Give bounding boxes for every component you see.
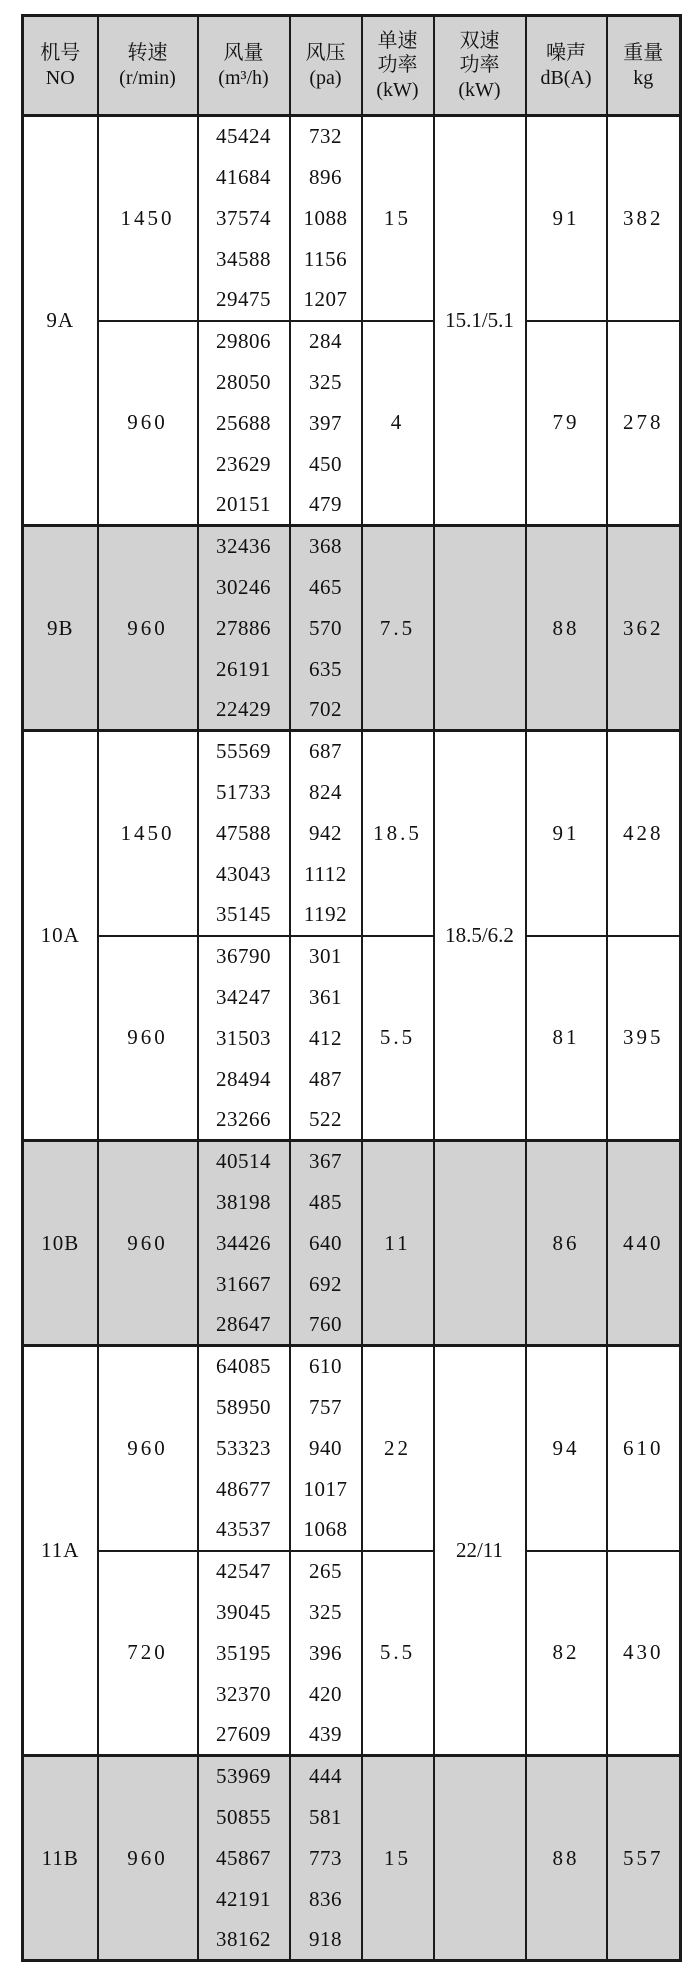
noise-cell: 88 bbox=[526, 1756, 607, 1961]
pressure-cell: 301 bbox=[290, 936, 362, 977]
pressure-cell: 368 bbox=[290, 526, 362, 567]
airflow-cell: 31667 bbox=[198, 1264, 290, 1305]
model-no-cell: 9A bbox=[23, 116, 98, 526]
pressure-cell: 325 bbox=[290, 362, 362, 403]
airflow-cell: 51733 bbox=[198, 772, 290, 813]
pressure-cell: 522 bbox=[290, 1100, 362, 1141]
speed-cell: 960 bbox=[98, 321, 198, 526]
pressure-cell: 284 bbox=[290, 321, 362, 362]
spec-row bbox=[23, 1346, 681, 1387]
dual-power-cell: 15.1/5.1 bbox=[434, 116, 526, 526]
col-header-single-power: 单速 功率 (kW) bbox=[362, 16, 434, 116]
spec-row bbox=[23, 1551, 681, 1592]
dual-power-cell bbox=[434, 526, 526, 731]
noise-cell: 88 bbox=[526, 526, 607, 731]
airflow-cell: 55569 bbox=[198, 731, 290, 772]
airflow-cell: 35145 bbox=[198, 895, 290, 936]
model-no-cell: 9B bbox=[23, 526, 98, 731]
airflow-cell: 27886 bbox=[198, 608, 290, 649]
pressure-cell: 1017 bbox=[290, 1469, 362, 1510]
pressure-cell: 757 bbox=[290, 1387, 362, 1428]
pressure-cell: 325 bbox=[290, 1592, 362, 1633]
col-header-speed: 转速 (r/min) bbox=[98, 16, 198, 116]
single-power-cell: 4 bbox=[362, 321, 434, 526]
pressure-cell: 1068 bbox=[290, 1510, 362, 1551]
airflow-cell: 42191 bbox=[198, 1879, 290, 1920]
pressure-cell: 1088 bbox=[290, 198, 362, 239]
spec-row bbox=[23, 1756, 681, 1797]
weight-cell: 362 bbox=[607, 526, 681, 731]
airflow-cell: 47588 bbox=[198, 813, 290, 854]
airflow-cell: 58950 bbox=[198, 1387, 290, 1428]
pressure-cell: 940 bbox=[290, 1428, 362, 1469]
airflow-cell: 37574 bbox=[198, 198, 290, 239]
single-power-cell: 5.5 bbox=[362, 1551, 434, 1756]
noise-cell: 79 bbox=[526, 321, 607, 526]
col-header-pressure: 风压 (pa) bbox=[290, 16, 362, 116]
spec-row bbox=[23, 936, 681, 977]
pressure-cell: 918 bbox=[290, 1920, 362, 1961]
airflow-cell: 29806 bbox=[198, 321, 290, 362]
pressure-cell: 485 bbox=[290, 1182, 362, 1223]
pressure-cell: 610 bbox=[290, 1346, 362, 1387]
weight-cell: 557 bbox=[607, 1756, 681, 1961]
dual-power-cell bbox=[434, 1756, 526, 1961]
table-header bbox=[23, 16, 681, 116]
pressure-cell: 420 bbox=[290, 1674, 362, 1715]
airflow-cell: 45867 bbox=[198, 1838, 290, 1879]
airflow-cell: 39045 bbox=[198, 1592, 290, 1633]
pressure-cell: 732 bbox=[290, 116, 362, 157]
airflow-cell: 28494 bbox=[198, 1059, 290, 1100]
model-no-cell: 11A bbox=[23, 1346, 98, 1756]
weight-cell: 395 bbox=[607, 936, 681, 1141]
spec-row bbox=[23, 1141, 681, 1182]
airflow-cell: 42547 bbox=[198, 1551, 290, 1592]
airflow-cell: 43537 bbox=[198, 1510, 290, 1551]
airflow-cell: 34247 bbox=[198, 977, 290, 1018]
speed-cell: 1450 bbox=[98, 731, 198, 936]
pressure-cell: 465 bbox=[290, 567, 362, 608]
pressure-cell: 479 bbox=[290, 485, 362, 526]
noise-cell: 82 bbox=[526, 1551, 607, 1756]
airflow-cell: 22429 bbox=[198, 690, 290, 731]
airflow-cell: 25688 bbox=[198, 403, 290, 444]
pressure-cell: 439 bbox=[290, 1715, 362, 1756]
weight-cell: 440 bbox=[607, 1141, 681, 1346]
single-power-cell: 22 bbox=[362, 1346, 434, 1551]
pressure-cell: 836 bbox=[290, 1879, 362, 1920]
airflow-cell: 23629 bbox=[198, 444, 290, 485]
pressure-cell: 581 bbox=[290, 1797, 362, 1838]
col-header-weight: 重量 kg bbox=[607, 16, 681, 116]
col-header-airflow: 风量 (m³/h) bbox=[198, 16, 290, 116]
pressure-cell: 396 bbox=[290, 1633, 362, 1674]
pressure-cell: 635 bbox=[290, 649, 362, 690]
airflow-cell: 43043 bbox=[198, 854, 290, 895]
airflow-cell: 64085 bbox=[198, 1346, 290, 1387]
spec-row bbox=[23, 526, 681, 567]
pressure-cell: 367 bbox=[290, 1141, 362, 1182]
speed-cell: 960 bbox=[98, 526, 198, 731]
airflow-cell: 29475 bbox=[198, 280, 290, 321]
single-power-cell: 15 bbox=[362, 1756, 434, 1961]
pressure-cell: 412 bbox=[290, 1018, 362, 1059]
pressure-cell: 487 bbox=[290, 1059, 362, 1100]
dual-power-cell bbox=[434, 1141, 526, 1346]
speed-cell: 960 bbox=[98, 1756, 198, 1961]
model-no-cell: 10A bbox=[23, 731, 98, 1141]
pressure-cell: 773 bbox=[290, 1838, 362, 1879]
pressure-cell: 942 bbox=[290, 813, 362, 854]
airflow-cell: 27609 bbox=[198, 1715, 290, 1756]
pressure-cell: 1156 bbox=[290, 239, 362, 280]
noise-cell: 81 bbox=[526, 936, 607, 1141]
pressure-cell: 896 bbox=[290, 157, 362, 198]
pressure-cell: 1192 bbox=[290, 895, 362, 936]
pressure-cell: 361 bbox=[290, 977, 362, 1018]
noise-cell: 91 bbox=[526, 731, 607, 936]
speed-cell: 960 bbox=[98, 1141, 198, 1346]
speed-cell: 960 bbox=[98, 1346, 198, 1551]
pressure-cell: 687 bbox=[290, 731, 362, 772]
airflow-cell: 45424 bbox=[198, 116, 290, 157]
model-no-cell: 10B bbox=[23, 1141, 98, 1346]
weight-cell: 430 bbox=[607, 1551, 681, 1756]
pressure-cell: 1207 bbox=[290, 280, 362, 321]
airflow-cell: 34426 bbox=[198, 1223, 290, 1264]
speed-cell: 720 bbox=[98, 1551, 198, 1756]
single-power-cell: 15 bbox=[362, 116, 434, 321]
airflow-cell: 20151 bbox=[198, 485, 290, 526]
noise-cell: 86 bbox=[526, 1141, 607, 1346]
airflow-cell: 32370 bbox=[198, 1674, 290, 1715]
airflow-cell: 31503 bbox=[198, 1018, 290, 1059]
dual-power-cell: 18.5/6.2 bbox=[434, 731, 526, 1141]
pressure-cell: 1112 bbox=[290, 854, 362, 895]
col-header-noise: 噪声 dB(A) bbox=[526, 16, 607, 116]
airflow-cell: 50855 bbox=[198, 1797, 290, 1838]
airflow-cell: 28050 bbox=[198, 362, 290, 403]
spec-table-body bbox=[23, 116, 681, 1961]
pressure-cell: 397 bbox=[290, 403, 362, 444]
single-power-cell: 5.5 bbox=[362, 936, 434, 1141]
airflow-cell: 53969 bbox=[198, 1756, 290, 1797]
weight-cell: 428 bbox=[607, 731, 681, 936]
airflow-cell: 36790 bbox=[198, 936, 290, 977]
pressure-cell: 824 bbox=[290, 772, 362, 813]
spec-row bbox=[23, 731, 681, 772]
speed-cell: 1450 bbox=[98, 116, 198, 321]
airflow-cell: 34588 bbox=[198, 239, 290, 280]
pressure-cell: 760 bbox=[290, 1305, 362, 1346]
pressure-cell: 640 bbox=[290, 1223, 362, 1264]
airflow-cell: 41684 bbox=[198, 157, 290, 198]
model-no-cell: 11B bbox=[23, 1756, 98, 1961]
pressure-cell: 265 bbox=[290, 1551, 362, 1592]
col-header-dual-power: 双速 功率 (kW) bbox=[434, 16, 526, 116]
airflow-cell: 30246 bbox=[198, 567, 290, 608]
single-power-cell: 18.5 bbox=[362, 731, 434, 936]
speed-cell: 960 bbox=[98, 936, 198, 1141]
airflow-cell: 40514 bbox=[198, 1141, 290, 1182]
pressure-cell: 570 bbox=[290, 608, 362, 649]
airflow-cell: 28647 bbox=[198, 1305, 290, 1346]
airflow-cell: 23266 bbox=[198, 1100, 290, 1141]
airflow-cell: 35195 bbox=[198, 1633, 290, 1674]
pressure-cell: 444 bbox=[290, 1756, 362, 1797]
single-power-cell: 11 bbox=[362, 1141, 434, 1346]
fan-specification-table bbox=[21, 14, 682, 1962]
col-header-model: 机号 NO bbox=[23, 16, 98, 116]
weight-cell: 610 bbox=[607, 1346, 681, 1551]
airflow-cell: 53323 bbox=[198, 1428, 290, 1469]
spec-row bbox=[23, 116, 681, 157]
airflow-cell: 48677 bbox=[198, 1469, 290, 1510]
spec-row bbox=[23, 321, 681, 362]
noise-cell: 94 bbox=[526, 1346, 607, 1551]
airflow-cell: 32436 bbox=[198, 526, 290, 567]
pressure-cell: 692 bbox=[290, 1264, 362, 1305]
single-power-cell: 7.5 bbox=[362, 526, 434, 731]
pressure-cell: 450 bbox=[290, 444, 362, 485]
dual-power-cell: 22/11 bbox=[434, 1346, 526, 1756]
weight-cell: 278 bbox=[607, 321, 681, 526]
airflow-cell: 38198 bbox=[198, 1182, 290, 1223]
airflow-cell: 38162 bbox=[198, 1920, 290, 1961]
airflow-cell: 26191 bbox=[198, 649, 290, 690]
weight-cell: 382 bbox=[607, 116, 681, 321]
pressure-cell: 702 bbox=[290, 690, 362, 731]
noise-cell: 91 bbox=[526, 116, 607, 321]
header-row bbox=[23, 16, 681, 116]
